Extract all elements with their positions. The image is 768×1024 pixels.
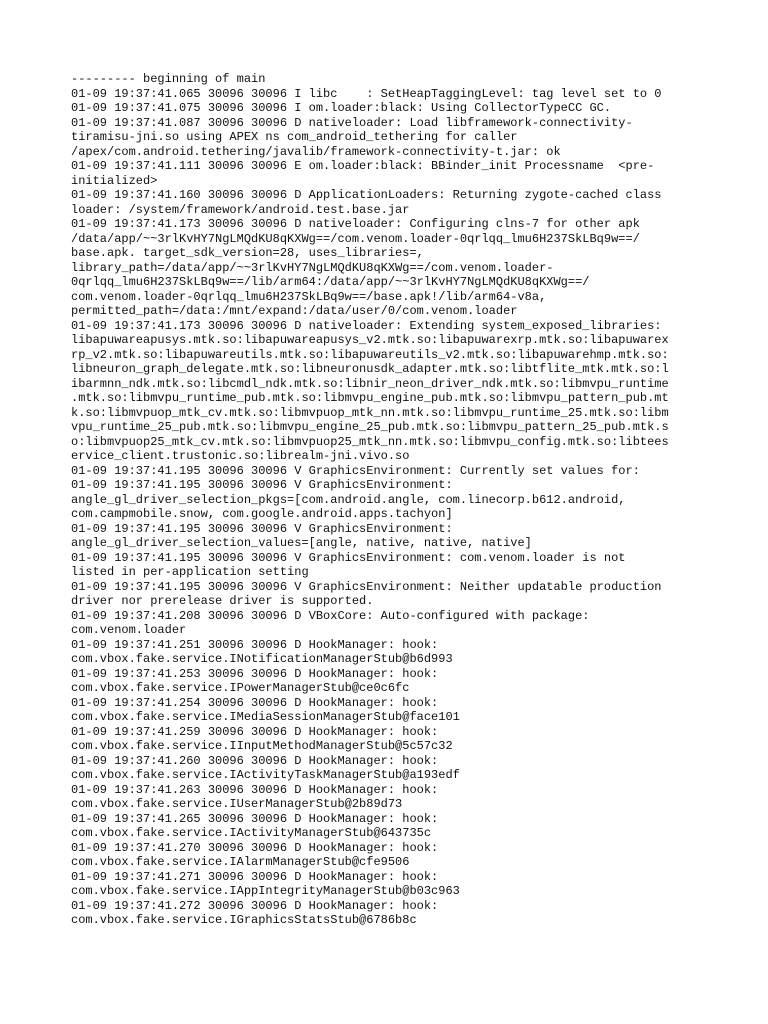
log-line: com.vbox.fake.service.IActivityManagerStub@643735c: [71, 826, 432, 840]
log-line: 01-09 19:37:41.251 30096 30096 D HookManager: hook:: [71, 637, 439, 652]
log-line: com.venom.loader: [71, 623, 187, 637]
log-line: 01-09 19:37:41.065 30096 30096 I libc : SetHeapTaggingLevel: tag level set to 0: [71, 86, 662, 101]
log-line: 01-09 19:37:41.160 30096 30096 D ApplicationLoaders: Returning zygote-cached class: [71, 188, 662, 202]
log-line: listed in per-application setting: [71, 565, 309, 579]
log-line: tiramisu-jni.so using APEX ns com_android_tethering for caller: [71, 130, 518, 144]
log-line: vpu_runtime_25_pub.mtk.so:libmvpu_engine_25_pub.mtk.so:libmvpu_pattern_25_pub.mtk.s: [71, 420, 669, 434]
log-line: com.vbox.fake.service.IInputMethodManagerStub@5c57c32: [71, 739, 453, 753]
log-line: com.vbox.fake.service.IMediaSessionManagerStub@face101: [71, 710, 460, 724]
log-line: initialized>: [71, 173, 158, 188]
log-line: com.vbox.fake.service.IAlarmManagerStub@cfe9506: [71, 855, 410, 869]
log-document: [71, 72, 701, 928]
log-line: 01-09 19:37:41.263 30096 30096 D HookManager: hook:: [71, 782, 439, 797]
log-line: libneuron_graph_delegate.mtk.so:libneuronusdk_adapter.mtk.so:libtflite_mtk.mtk.so:l: [71, 362, 669, 376]
log-line: 01-09 19:37:41.195 30096 30096 V GraphicsEnvironment: Currently set values for:: [71, 463, 640, 478]
log-line: 01-09 19:37:41.075 30096 30096 I om.loader:black: Using CollectorTypeCC GC.: [71, 101, 612, 115]
log-line: com.vbox.fake.service.INotificationManagerStub@b6d993: [71, 652, 453, 666]
log-line: angle_gl_driver_selection_pkgs=[com.android.angle, com.linecorp.b612.android,: [71, 492, 626, 507]
log-line: 01-09 19:37:41.173 30096 30096 D nativeloader: Extending system_exposed_libraries:: [71, 318, 662, 333]
log-line: 01-09 19:37:41.254 30096 30096 D HookManager: hook:: [71, 695, 439, 710]
log-line: libapuwareapusys.mtk.so:libapuwareapusys_v2.mtk.so:libapuwarexrp.mtk.so:libapuwarex: [71, 333, 669, 347]
log-line: angle_gl_driver_selection_values=[angle, native, native, native]: [71, 536, 532, 550]
log-line: ervice_client.trustonic.so:librealm-jni.vivo.so: [71, 449, 410, 463]
log-line: 01-09 19:37:41.270 30096 30096 D HookManager: hook:: [71, 840, 439, 855]
log-line: 01-09 19:37:41.195 30096 30096 V GraphicsEnvironment:: [71, 478, 453, 492]
log-line: com.vbox.fake.service.IUserManagerStub@2b89d73: [71, 797, 403, 811]
log-line: --------- beginning of main: [71, 72, 266, 86]
log-line: com.campmobile.snow, com.google.android.apps.tachyon]: [71, 507, 453, 521]
log-line: 01-09 19:37:41.260 30096 30096 D HookManager: hook:: [71, 753, 439, 768]
log-line: 01-09 19:37:41.195 30096 30096 V GraphicsEnvironment: Neither updatable production: [71, 579, 662, 594]
log-line: permitted_path=/data:/mnt/expand:/data/user/0/com.venom.loader: [71, 304, 518, 318]
log-line: library_path=/data/app/~~3rlKvHY7NgLMQdKU8qKXWg==/com.venom.loader-: [71, 260, 554, 275]
log-line: 01-09 19:37:41.272 30096 30096 D HookManager: hook:: [71, 898, 439, 913]
log-line: com.vbox.fake.service.IActivityTaskManagerStub@a193edf: [71, 768, 460, 782]
log-line: driver nor prerelease driver is supported.: [71, 594, 374, 608]
log-line: .mtk.so:libmvpu_runtime_pub.mtk.so:libmvpu_engine_pub.mtk.so:libmvpu_pattern_pub.mt: [71, 391, 669, 405]
log-line: 01-09 19:37:41.111 30096 30096 E om.loader:black: BBinder_init Processname <pre-: [71, 159, 655, 173]
log-line: k.so:libmvpuop_mtk_cv.mtk.so:libmvpuop_mtk_nn.mtk.so:libmvpu_runtime_25.mtk.so:libm: [71, 405, 669, 420]
log-line: 01-09 19:37:41.087 30096 30096 D nativeloader: Load libframework-connectivity-: [71, 115, 633, 130]
log-line: 0qrlqq_lmu6H237SkLBq9w==/lib/arm64:/data/app/~~3rlKvHY7NgLMQdKU8qKXWg==/: [71, 275, 590, 289]
log-line: com.vbox.fake.service.IGraphicsStatsStub@6786b8c: [71, 913, 417, 927]
log-line: o:libmvpuop25_mtk_cv.mtk.so:libmvpuop25_mtk_nn.mtk.so:libmvpu_config.mtk.so:libtees: [71, 434, 669, 449]
log-line: 01-09 19:37:41.208 30096 30096 D VBoxCore: Auto-configured with package:: [71, 608, 590, 623]
log-line: 01-09 19:37:41.265 30096 30096 D HookManager: hook:: [71, 811, 439, 826]
log-line: com.venom.loader-0qrlqq_lmu6H237SkLBq9w==/base.apk!/lib/arm64-v8a,: [71, 289, 547, 304]
log-line: /data/app/~~3rlKvHY7NgLMQdKU8qKXWg==/com.venom.loader-0qrlqq_lmu6H237SkLBq9w==/: [71, 231, 640, 246]
log-line: 01-09 19:37:41.195 30096 30096 V GraphicsEnvironment:: [71, 521, 453, 536]
log-line: rp_v2.mtk.so:libapuwareutils.mtk.so:libapuwareutils_v2.mtk.so:libapuwarehmp.mtk.so:: [71, 347, 669, 362]
log-line: 01-09 19:37:41.195 30096 30096 V GraphicsEnvironment: com.venom.loader is not: [71, 550, 626, 565]
log-line: 01-09 19:37:41.271 30096 30096 D HookManager: hook:: [71, 869, 439, 884]
log-line: base.apk. target_sdk_version=28, uses_libraries=,: [71, 246, 424, 260]
log-line: 01-09 19:37:41.253 30096 30096 D HookManager: hook:: [71, 666, 439, 681]
log-line: loader: /system/framework/android.test.base.jar: [71, 202, 410, 217]
log-line: 01-09 19:37:41.173 30096 30096 D nativeloader: Configuring clns-7 for other apk: [71, 217, 640, 231]
log-line: com.vbox.fake.service.IAppIntegrityManagerStub@b03c963: [71, 884, 460, 898]
log-line: 01-09 19:37:41.259 30096 30096 D HookManager: hook:: [71, 724, 439, 739]
log-line: com.vbox.fake.service.IPowerManagerStub@ce0c6fc: [71, 681, 410, 695]
log-line: /apex/com.android.tethering/javalib/framework-connectivity-t.jar: ok: [71, 144, 561, 159]
log-line: ibarmnn_ndk.mtk.so:libcmdl_ndk.mtk.so:libnir_neon_driver_ndk.mtk.so:libmvpu_runtime: [71, 376, 669, 391]
